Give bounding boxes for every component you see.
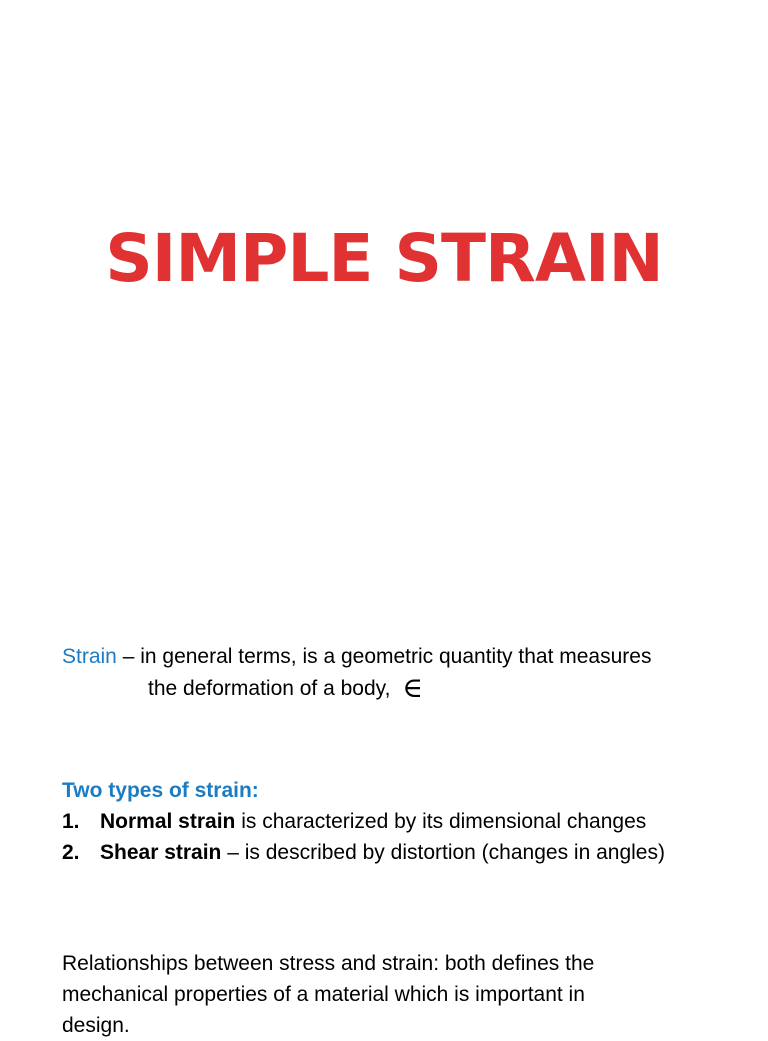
list-item-term: Shear strain	[100, 841, 222, 864]
relationship-line-2: mechanical properties of a material which is important in	[62, 983, 585, 1006]
relationship-line-3: design.	[62, 1014, 130, 1037]
definition-line-1	[62, 641, 742, 672]
list-item-number: 2.	[62, 841, 80, 864]
strain-types	[62, 775, 752, 868]
definition-text-1: – in general terms, is a geometric quantity that measures	[116, 645, 652, 668]
list-item-text	[100, 806, 646, 837]
definition-line-2	[62, 672, 742, 704]
list-item-description: – is described by distortion (changes in angles)	[221, 841, 665, 864]
relationship-line-1: Relationships between stress and strain: both defines the	[62, 952, 595, 975]
definition-term: Strain	[62, 645, 117, 668]
list-item	[62, 837, 752, 868]
slide-title: SIMPLE STRAIN	[105, 220, 663, 297]
strain-definition	[62, 641, 742, 704]
types-heading: Two types of strain:	[62, 779, 259, 802]
list-item-term: Normal strain	[100, 810, 236, 833]
list-item	[62, 806, 752, 837]
definition-text-2: the deformation of a body,	[148, 677, 397, 700]
list-item-text	[100, 837, 665, 868]
list-item-number: 1.	[62, 810, 80, 833]
epsilon-symbol: ∈	[402, 671, 424, 704]
relationship-paragraph	[62, 948, 702, 1041]
list-item-description: is characterized by its dimensional changes	[235, 810, 647, 833]
